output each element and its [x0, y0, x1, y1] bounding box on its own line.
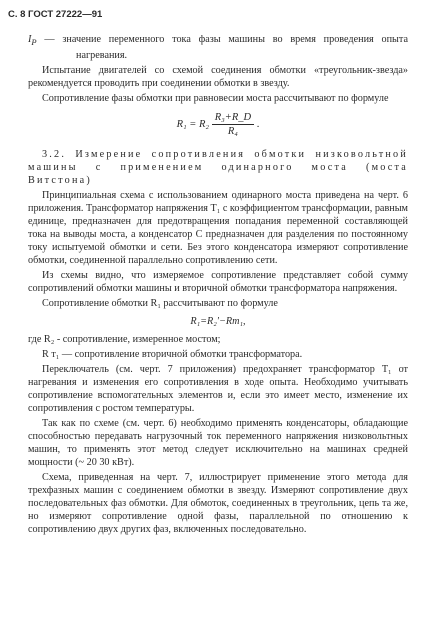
section-title: 3.2. Измерение сопротивления обмотки низковольтной машины с применением одинарного моста (моста Витстона) — [28, 149, 408, 187]
definition-rt1: R т₁ — сопротивление вторичной обмотки трансформатора. — [42, 349, 303, 361]
symbol-ip: $I_P$ — [28, 34, 37, 48]
definition-r2: где R₂ - сопротивление, измеренное мостом; — [28, 334, 221, 346]
paragraph: Так как по схеме (см. черт. 6) необходимо применять конденсаторы, обладающие способностью передавать нагрузочный ток переменного напряжения низковольтных машин, то применять этот метод следует исключительно на машинах средней мощности (~ 20 30 кВт). — [28, 418, 408, 469]
paragraph: Сопротивление фазы обмотки при равновесии моста рассчитывают по формуле — [42, 93, 389, 105]
paragraph: Схема, приведенная на черт. 7, иллюстрирует применение этого метода для трехфазных машин с соединением обмотки в звезду. Измеряют сопротивление двух последовательных фаз обмотки. Для обмоток, соединенных в треугольник, цепь та же, но измеряют сопротивление одной фазы, параллельной по отношению к сопротивлению двух других фаз, включенных последовательно. — [28, 472, 408, 536]
definition-ip: $I_P$ — значение переменного тока фазы машины во время проведения опыта нагревания. — [28, 34, 408, 62]
body-text — [28, 33, 408, 538]
paragraph: Принципиальная схема с использованием одинарного моста приведена на черт. 6 приложения. Трансформатор напряжения T₁ с коэффициентом трансформации, равным единице, предназначен для предотвращения попадания переменной составляющей тока на выводы моста, а конденсатор С предназначен для разделения по постоянному току испытуемой обмотки и сети. Без этого конденсатора измеряют сопротивление обмотки, соединенной параллельно сопротивлению сети. — [28, 190, 409, 267]
paragraph: Сопротивление обмотки R₁ рассчитывают по формуле — [42, 298, 278, 310]
formula-bridge-equilibrium: R₁ = R₂ $\frac{\text{R₃+R\_D}}{\text{R₄}}$ . — [176, 112, 260, 138]
paragraph: Из схемы видно, что измеряемое сопротивление представляет собой сумму сопротивлений обмотки машины и вторичной обмотки трансформатора напряжения. — [28, 270, 408, 295]
paragraph: Переключатель (см. черт. 7 приложения) предохраняет трансформатор T₁ от нагревания и изменения его сопротивления в ходе опыта. Необходимо учитывать сопротивление вспомогательных элементов и, если это имеет место, изменение их сопротивления с ростом температуры. — [28, 364, 408, 415]
page-header: С. 8 ГОСТ 27222—91 — [8, 9, 103, 20]
paragraph: Испытание двигателей со схемой соединения обмотки «треугольник-звезда» рекомендуется проводить при соединении обмотки в звезду. — [28, 65, 408, 90]
formula-winding-resistance: R₁=R₂′−Rт₁, — [190, 316, 246, 328]
